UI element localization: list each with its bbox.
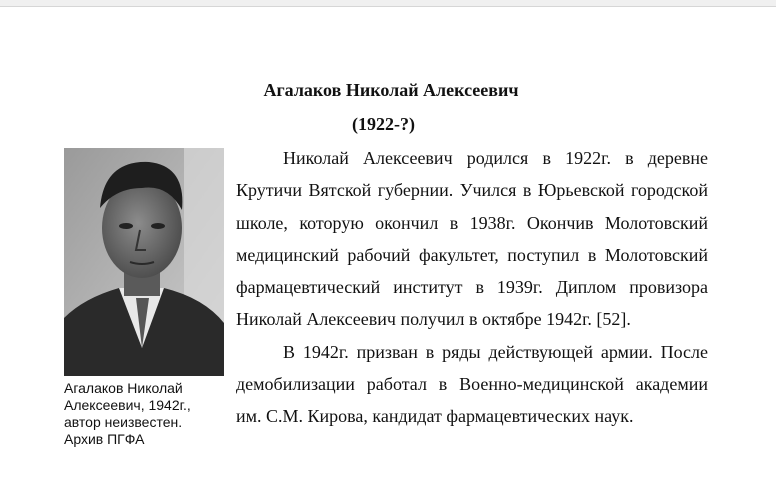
- biography-text: [236, 142, 708, 433]
- paragraph: В 1942г. призван в ряды действующей армии. После демобилизации работал в Военно-медицинской академии им. С.М. Кирова, кандидат фармацевтических наук.: [236, 341, 708, 427]
- page-title-text: Агалаков Николай Алексеевич: [263, 80, 519, 100]
- caption-line: автор неизвестен.: [64, 414, 183, 430]
- caption-line: Алексеевич, 1942г.,: [64, 397, 191, 413]
- caption-line: Архив ПГФА: [64, 431, 145, 447]
- portrait-photo: [64, 148, 224, 376]
- page-title: [0, 80, 776, 101]
- caption-line: Агалаков Николай: [64, 380, 183, 396]
- portrait-image: [64, 148, 224, 376]
- window-top-edge: [0, 0, 776, 7]
- photo-caption: [64, 380, 234, 448]
- life-years: (1922-?): [352, 114, 415, 134]
- paragraph: Николай Алексеевич родился в 1922г. в деревне Крутичи Вятской губернии. Учился в Юрьевской городской школе, которую окончил в 1938г. Окончив Молотовский медицинский рабочий факультет, поступил в Молотовский фармацевтический институт в 1939г. Диплом провизора Николай Алексеевич получил в октябре 1942г. [52].: [236, 148, 708, 330]
